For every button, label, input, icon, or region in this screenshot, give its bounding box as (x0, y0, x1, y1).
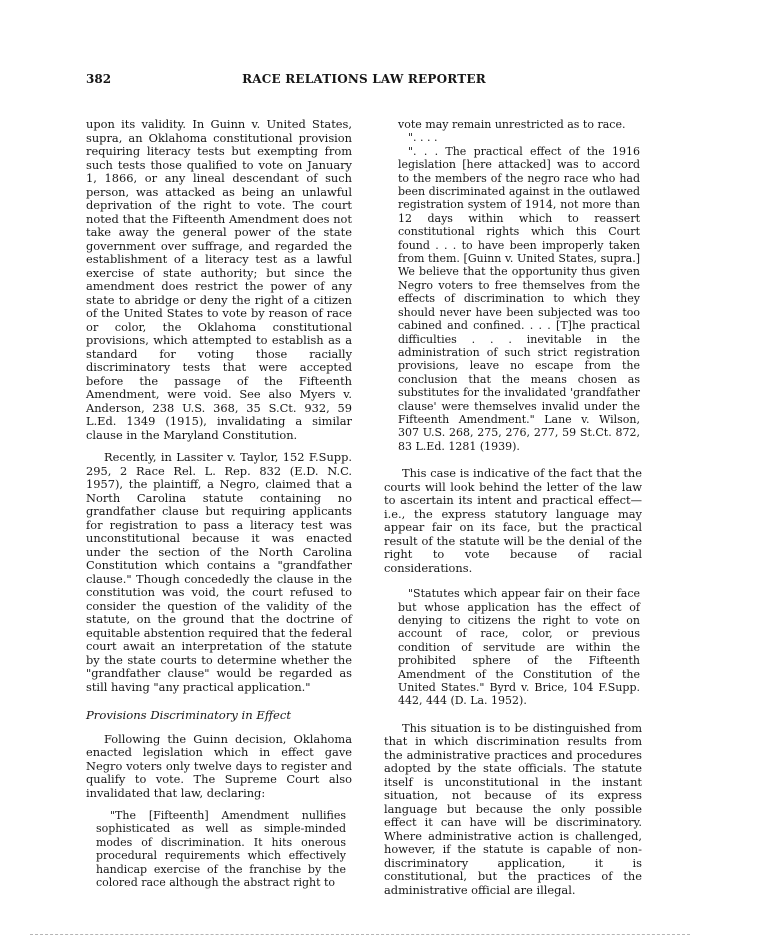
running-title: RACE RELATIONS LAW REPORTER (242, 72, 486, 86)
paragraph-guinn: upon its validity. In Guinn v. United States, supra, an Oklahoma constitutional provision requiring literacy tests but exempting from such tests those qualified to vote on January 1, 1866, or any lineal descendant of such person, was attacked as being an unlawful deprivation of the right to vote. The court noted that the Fifteenth Amendment does not take away the general power of the state government over suffrage, and regarded the establishment of a literacy test as a lawful exercise of state authority; but since the amendment does restrict the power of any state to abridge or deny the right of a citizen of the United States to vote by reason of race or color, the Oklahoma constitutional provisions, which attempted to establish as a standard for voting those racially discriminatory tests that were accepted before the passage of the Fifteenth Amendment, were void. See also Myers v. Anderson, 238 U.S. 368, 35 S.Ct. 932, 59 L.Ed. 1349 (1915), invalidating a similar clause in the Maryland Constitution. (86, 117, 352, 442)
block-quote-lane (96, 809, 346, 889)
paragraph-lassiter: Recently, in Lassiter v. Taylor, 152 F.Supp. 295, 2 Race Rel. L. Rep. 832 (E.D. N.C. 1957), the plaintiff, a Negro, claimed that a North Carolina statute containing no grandfather clause but requiring applicants for registration to pass a literacy test was unconstitutional because it was enacted under the section of the North Carolina Constitution which contains a "grandfather clause." Though concededly the clause in the constitution was void, the court refused to consider the question of the validity of the statute, on the ground that the doctrine of equitable abstention required that the federal court await an interpretation of the statute by the state courts to determine whether the "grandfather clause" would be regarded as still having "any practical application." (86, 450, 352, 694)
block-quote-byrd (398, 587, 640, 708)
paragraph-distinguished: This situation is to be distinguished from that in which discrimination results from the administrative practices and procedures adopted by the state officials. The statute itself is unconstitutional in the instant situation, not because of its express language but because the only possible effect it can have will be discriminatory. Where administrative action is challenged, however, if the statute is capable of non-discriminatory application, it is constitutional, but the practices of the administrative official are illegal. (384, 720, 642, 897)
block-quote-lane-continued (398, 118, 640, 453)
right-column (384, 118, 642, 897)
scan-edge-line (30, 934, 690, 936)
left-column (86, 118, 352, 889)
paragraph-following-guinn: Following the Guinn decision, Oklahoma enacted legislation which in effect gave Negro voters only twelve days to register and qualify to vote. The Supreme Court also invalidated that law, declaring: (86, 731, 352, 800)
paragraph-indicative: This case is indicative of the fact that the courts will look behind the letter of the law to ascertain its intent and practical effect—i.e., the express statutory language may appear fair on its face, but the practical result of the statute will be the denial of the right to vote because of racial considerations. (384, 466, 642, 575)
quote-paragraph: ". . . The practical effect of the 1916 legislation [here attacked] was to accord to the members of the negro race who had been discriminated against in the outlawed registration system of 1914, not more than 12 days within which to reassert constitutional rights which this Court found . . . to have been improperly taken from them. [Guinn v. United States, supra.] We believe that the opportunity thus given Negro voters to free themselves from the effects of discrimination to which they should never have been subjected was too cabined and confined. . . . [T]he practical difficulties . . . inevitable in the administration of such strict registration provisions, leave no escape from the conclusion that the means chosen as substitutes for the invalidated 'grandfather clause' were themselves invalid under the Fifteenth Amendment." Lane v. Wilson, 307 U.S. 268, 275, 276, 277, 59 St.Ct. 872, 83 L.Ed. 1281 (1939). (398, 144, 640, 453)
quote-text: "The [Fifteenth] Amendment nullifies sophisticated as well as simple-minded modes of discrimination. It hits onerous procedural requirements which effectively handicap exercise of the franchise by the colored race although the abstract right to (96, 809, 346, 890)
quote-continuation: vote may remain unrestricted as to race. (398, 118, 626, 131)
section-subheading: Provisions Discriminatory in Effect (86, 708, 292, 722)
quote-byrd-text: "Statutes which appear fair on their face but whose application has the effect of denying to citizens the right to vote on account of race, color, or previous condition of servitude are within the prohibited sphere of the Fifteenth Amendment of the Constitution of the United States." Byrd v. Brice, 104 F.Supp. 442, 444 (D. La. 1952). (398, 587, 640, 708)
quote-ellipsis: ". . . . (408, 131, 438, 145)
page-header (86, 72, 642, 92)
page-number: 382 (86, 72, 112, 86)
